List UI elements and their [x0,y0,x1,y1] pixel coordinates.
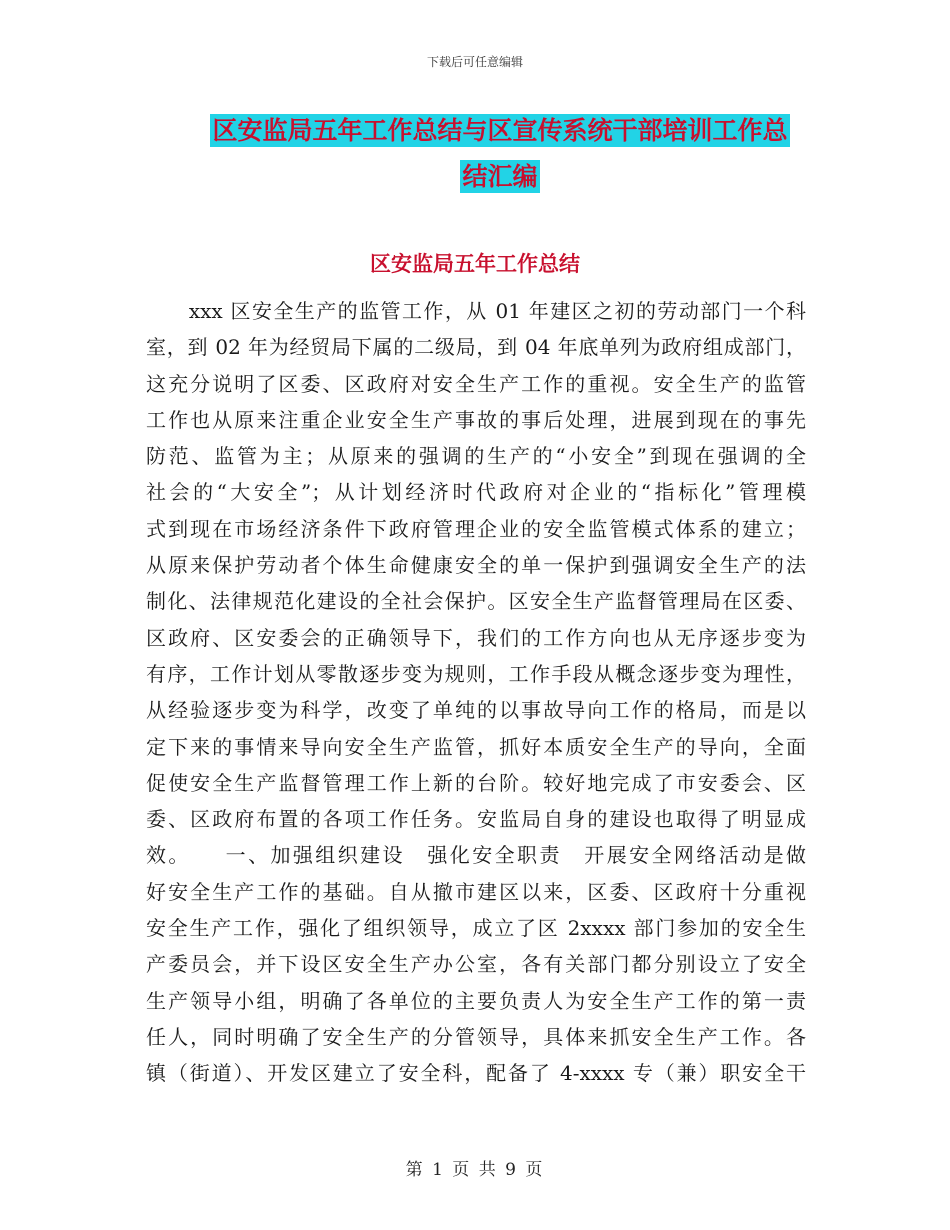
body-line: 定下来的事情来导向安全生产监管，抓好本质安全生产的导向，全面 [146,734,806,759]
body-line: 任人，同时明确了安全生产的分管领导，具体来抓安全生产工作。各 [146,1024,806,1049]
body-line: 促使安全生产监督管理工作上新的台阶。较好地完成了市安委会、区 [146,770,806,795]
document-title [190,108,810,200]
body-line: 效。 一、加强组织建设 强化安全职责 开展安全网络活动是做 [146,843,806,868]
body-paragraph [146,293,806,1092]
body-line: 这充分说明了区委、区政府对安全生产工作的重视。安全生产的监管 [146,371,806,396]
body-line: 区政府、区安委会的正确领导下，我们的工作方向也从无序逐步变为 [146,625,806,650]
body-line: 好安全生产工作的基础。自从撤市建区以来，区委、区政府十分重视 [146,879,806,904]
body-line: 制化、法律规范化建设的全社会保护。区安全生产监督管理局在区委、 [146,589,806,614]
body-line: 从原来保护劳动者个体生命健康安全的单一保护到强调安全生产的法 [146,553,806,578]
page-number: 第 1 页 共 9 页 [405,1160,545,1180]
body-line: xxx 区安全生产的监管工作，从 01 年建区之初的劳动部门一个科 [146,299,806,323]
body-line: 工作也从原来注重企业安全生产事故的事后处理，进展到现在的事先 [146,407,806,432]
body-line: 社会的“大安全”；从计划经济时代政府对企业的“指标化”管理模 [146,480,806,505]
document-title-line2: 结汇编 [462,162,538,191]
body-line: 镇（街道）、开发区建立了安全科，配备了 4-xxxx 专（兼）职安全干 [146,1061,806,1086]
body-line: 产委员会，并下设区安全生产办公室，各有关部门都分别设立了安全 [146,952,806,977]
body-line: 生产领导小组，明确了各单位的主要负责人为安全生产工作的第一责 [146,988,806,1013]
body-line: 室，到 02 年为经贸局下属的二级局，到 04 年底单列为政府组成部门， [146,335,806,360]
section-title: 区安监局五年工作总结 [370,252,580,276]
page-header-note: 下载后可任意编辑 [426,55,523,69]
body-line: 有序，工作计划从零散逐步变为规则，工作手段从概念逐步变为理性， [146,661,806,686]
body-line: 委、区政府布置的各项工作任务。安监局自身的建设也取得了明显成 [146,807,806,832]
body-line: 式到现在市场经济条件下政府管理企业的安全监管模式体系的建立； [146,516,806,541]
document-title-line1: 区安监局五年工作总结与区宣传系统干部培训工作总 [212,116,788,145]
body-line: 从经验逐步变为科学，改变了单纯的以事故导向工作的格局，而是以 [146,698,806,723]
body-line: 防范、监管为主；从原来的强调的生产的“小安全”到现在强调的全 [146,444,806,469]
body-line: 安全生产工作，强化了组织领导，成立了区 2xxxx 部门参加的安全生 [146,916,806,941]
